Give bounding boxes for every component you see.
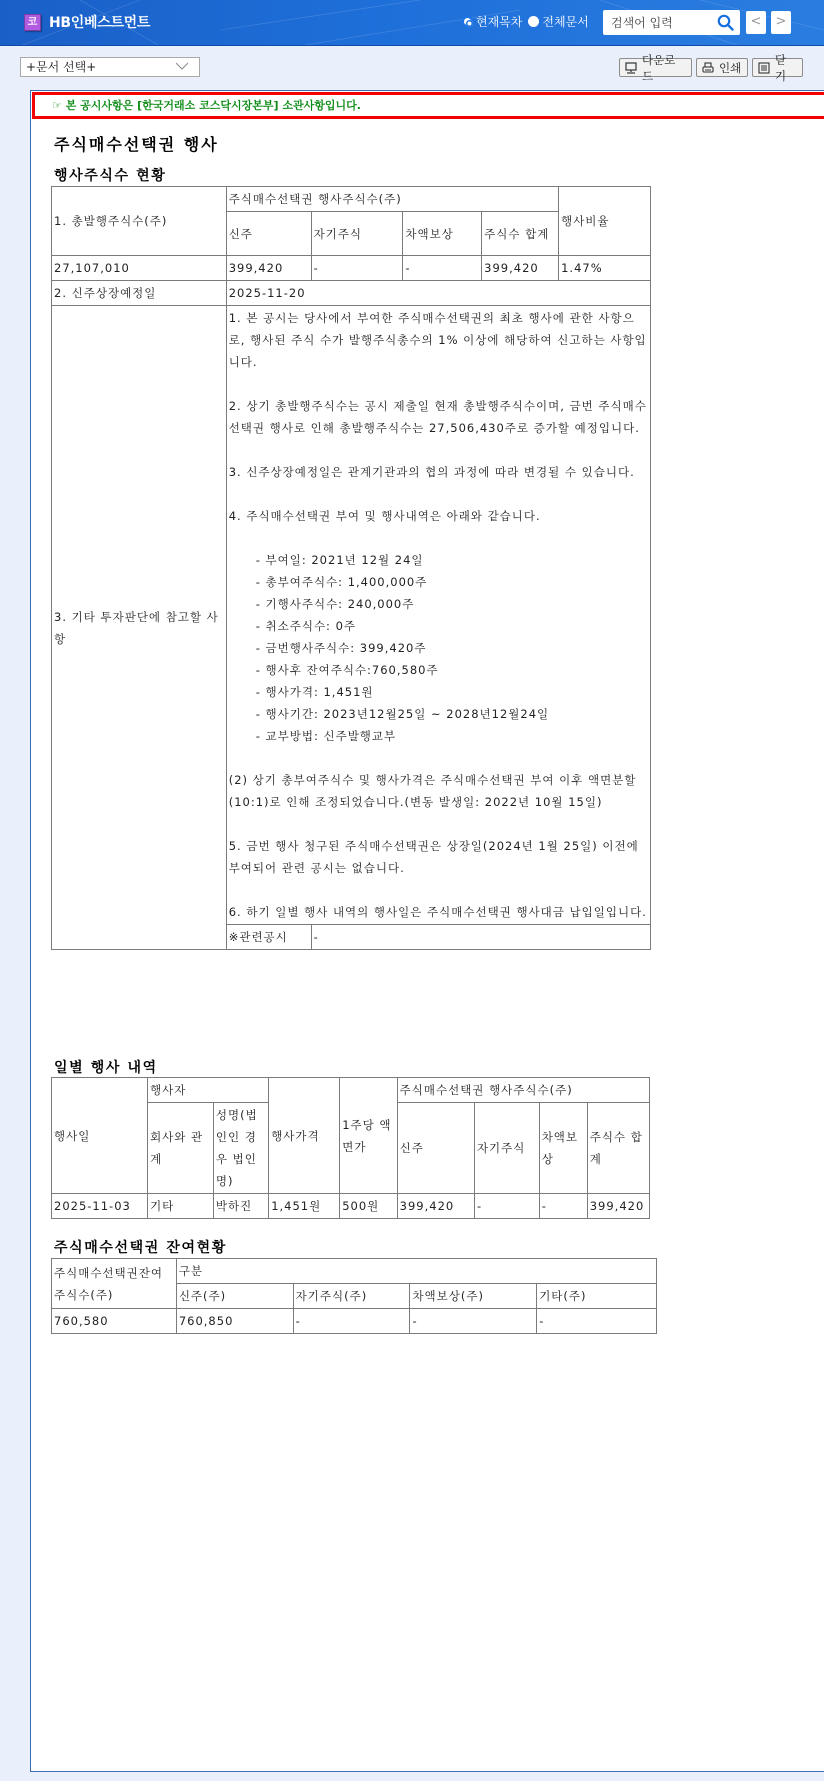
- kosdaq-logo-icon: 코: [24, 14, 41, 31]
- next-result-button[interactable]: >: [771, 11, 791, 34]
- new-shares-value: 399,420: [226, 256, 311, 281]
- listing-date-label: 2. 신주상장예정일: [52, 281, 227, 306]
- col-difference: 차액보상: [403, 212, 482, 256]
- close-button[interactable]: 닫기: [752, 58, 803, 77]
- table-row: 760,580 760,850 - - -: [52, 1309, 657, 1334]
- document-icon: [758, 62, 770, 74]
- detail-item: - 행사기간: 2023년12월25일 ~ 2028년12월24일: [255, 707, 550, 721]
- relation-label: 회사와 관계: [148, 1103, 214, 1194]
- col-difference: 차액보상: [539, 1103, 587, 1194]
- other-info-body: 1. 본 공시는 당사에서 부여한 주식매수선택권의 최초 행사에 관한 사항으로, 행사된 주식 수가 발행주식총수의 1% 이상에 해당하여 신고하는 사항입니다. 2. 상기 총발행주식수는 공시 제출일 현재 총발행주식수이며, 금번 주식매수선택권 행사로 인해 총발행주식수는 27,506,430주로 증가할 예정입니다. 3. 신주상장예정일은 관계기관과의 협의 과정에 따라 변경될 수 있습니다. 4. 주식매수선택권 부여 및 행사내역은 아래와 같습니다. - 부여일: 2021년 12월 24일 - 총부여주식수: 1,400,000주 - 기행사주식수: 240,000주 - 취소주식수: 0주 - 금번행사주식수: 399,420주 - 행사후 잔여주식수:760,580주 - 행사가격: 1,451원 - 행사기간: 2023년12월25일 ~ 2028년12월24일 - 교부방법: 신주발행교부 (2) 상기 총부여주식수 및 행사가격은 주식매수선택권 부여 이후 액면분할(10:1)로 인해 조정되었습니다.(변동 발생일: 2022년 10월 15일) 5. 금번 행사 청구된 주식매수선택권은 상장일(2024년 1월 25일) 이전에 부여되어 관련 공시는 없습니다. 6. 하기 일별 행사 내역의 행사일은 주식매수선택권 행사대금 납입일입니다.: [226, 306, 650, 925]
- treasury-value: -: [311, 256, 403, 281]
- top-bar: [0, 0, 824, 46]
- col-sum: 주식수 합계: [482, 212, 559, 256]
- par-value-label: 1주당 액면가: [340, 1078, 397, 1194]
- detail-item: - 금번행사주식수: 399,420주: [255, 641, 427, 655]
- printer-icon: [702, 62, 714, 74]
- col-new-shares: 신주(주): [176, 1284, 293, 1309]
- detail-item: - 기행사주식수: 240,000주: [255, 597, 415, 611]
- col-sum: 주식수 합계: [587, 1103, 649, 1194]
- category-label: 구분: [176, 1259, 656, 1284]
- listing-date-value: 2025-11-20: [226, 281, 650, 306]
- search-box: [603, 10, 740, 35]
- total-shares-value: 27,107,010: [52, 256, 227, 281]
- table-row: 2025-11-03 기타 박하진 1,451원 500원 399,420 - - 399,420: [52, 1194, 650, 1219]
- download-button[interactable]: 다운로드: [619, 58, 692, 77]
- other-info-label: 3. 기타 투자판단에 참고할 사항: [52, 306, 227, 950]
- daily-exercise-table: [51, 1077, 650, 1219]
- col-other: 기타(주): [537, 1284, 657, 1309]
- related-disclosure-value: -: [311, 925, 650, 950]
- related-disclosure-label: ※관련공시: [226, 925, 311, 950]
- radio-all-documents[interactable]: 전체문서: [528, 13, 588, 30]
- col-treasury: 자기주식: [474, 1103, 539, 1194]
- page-title: 주식매수선택권 행사: [54, 135, 219, 154]
- difference-value: -: [403, 256, 482, 281]
- print-button[interactable]: 인쇄: [696, 58, 748, 77]
- jurisdiction-notice: ☞ 본 공시사항은 [한국거래소 코스닥시장본부] 소관사항입니다.: [32, 92, 824, 119]
- col-treasury: 자기주식: [311, 212, 403, 256]
- remaining-shares-label: 주식매수선택권잔여주식수(주): [52, 1259, 177, 1309]
- col-new-shares: 신주: [226, 212, 311, 256]
- section-heading-remaining: 주식매수선택권 잔여현황: [54, 1240, 227, 1256]
- detail-item: - 총부여주식수: 1,400,000주: [255, 575, 428, 589]
- table-row: [52, 256, 651, 281]
- detail-item: - 부여일: 2021년 12월 24일: [255, 553, 424, 567]
- col-difference: 차액보상(주): [410, 1284, 537, 1309]
- radio-current-toc[interactable]: 현재목차: [462, 13, 522, 30]
- ratio-value: 1.47%: [559, 256, 651, 281]
- col-treasury: 자기주식(주): [293, 1284, 410, 1309]
- search-icon[interactable]: [717, 14, 734, 31]
- total-shares-label: 1. 총발행주식수(주): [52, 187, 227, 256]
- company-name: HB인베스트먼트: [49, 15, 151, 31]
- search-scope: [462, 13, 589, 30]
- exercise-date-label: 행사일: [52, 1078, 148, 1194]
- exercise-ratio-label: 행사비율: [559, 187, 651, 256]
- radio-selected-icon[interactable]: [462, 16, 473, 27]
- exercise-status-table: [51, 186, 651, 950]
- detail-item: - 교부방법: 신주발행교부: [255, 729, 397, 743]
- prev-result-button[interactable]: <: [746, 11, 766, 34]
- remaining-options-table: [51, 1258, 657, 1334]
- radio-unselected-icon[interactable]: [528, 16, 539, 27]
- exercise-price-label: 행사가격: [269, 1078, 340, 1194]
- section-heading-exercise-status: 행사주식수 현황: [54, 168, 167, 184]
- search-input[interactable]: [603, 11, 713, 34]
- exercise-shares-header: 주식매수선택권 행사주식수(주): [397, 1078, 649, 1103]
- name-label: 성명(법인인 경우 법인명): [213, 1103, 268, 1194]
- document-select[interactable]: +문서 선택+: [20, 57, 200, 77]
- section-heading-daily-exercise: 일별 행사 내역: [54, 1060, 158, 1076]
- col-new-shares: 신주: [397, 1103, 474, 1194]
- chevron-down-icon: [175, 62, 189, 71]
- exerciser-label: 행사자: [148, 1078, 269, 1103]
- detail-item: - 행사가격: 1,451원: [255, 685, 374, 699]
- detail-item: - 취소주식수: 0주: [255, 619, 357, 633]
- sum-value: 399,420: [482, 256, 559, 281]
- monitor-icon: [625, 62, 637, 74]
- detail-item: - 행사후 잔여주식수:760,580주: [255, 663, 439, 677]
- exercise-shares-header: 주식매수선택권 행사주식수(주): [226, 187, 558, 212]
